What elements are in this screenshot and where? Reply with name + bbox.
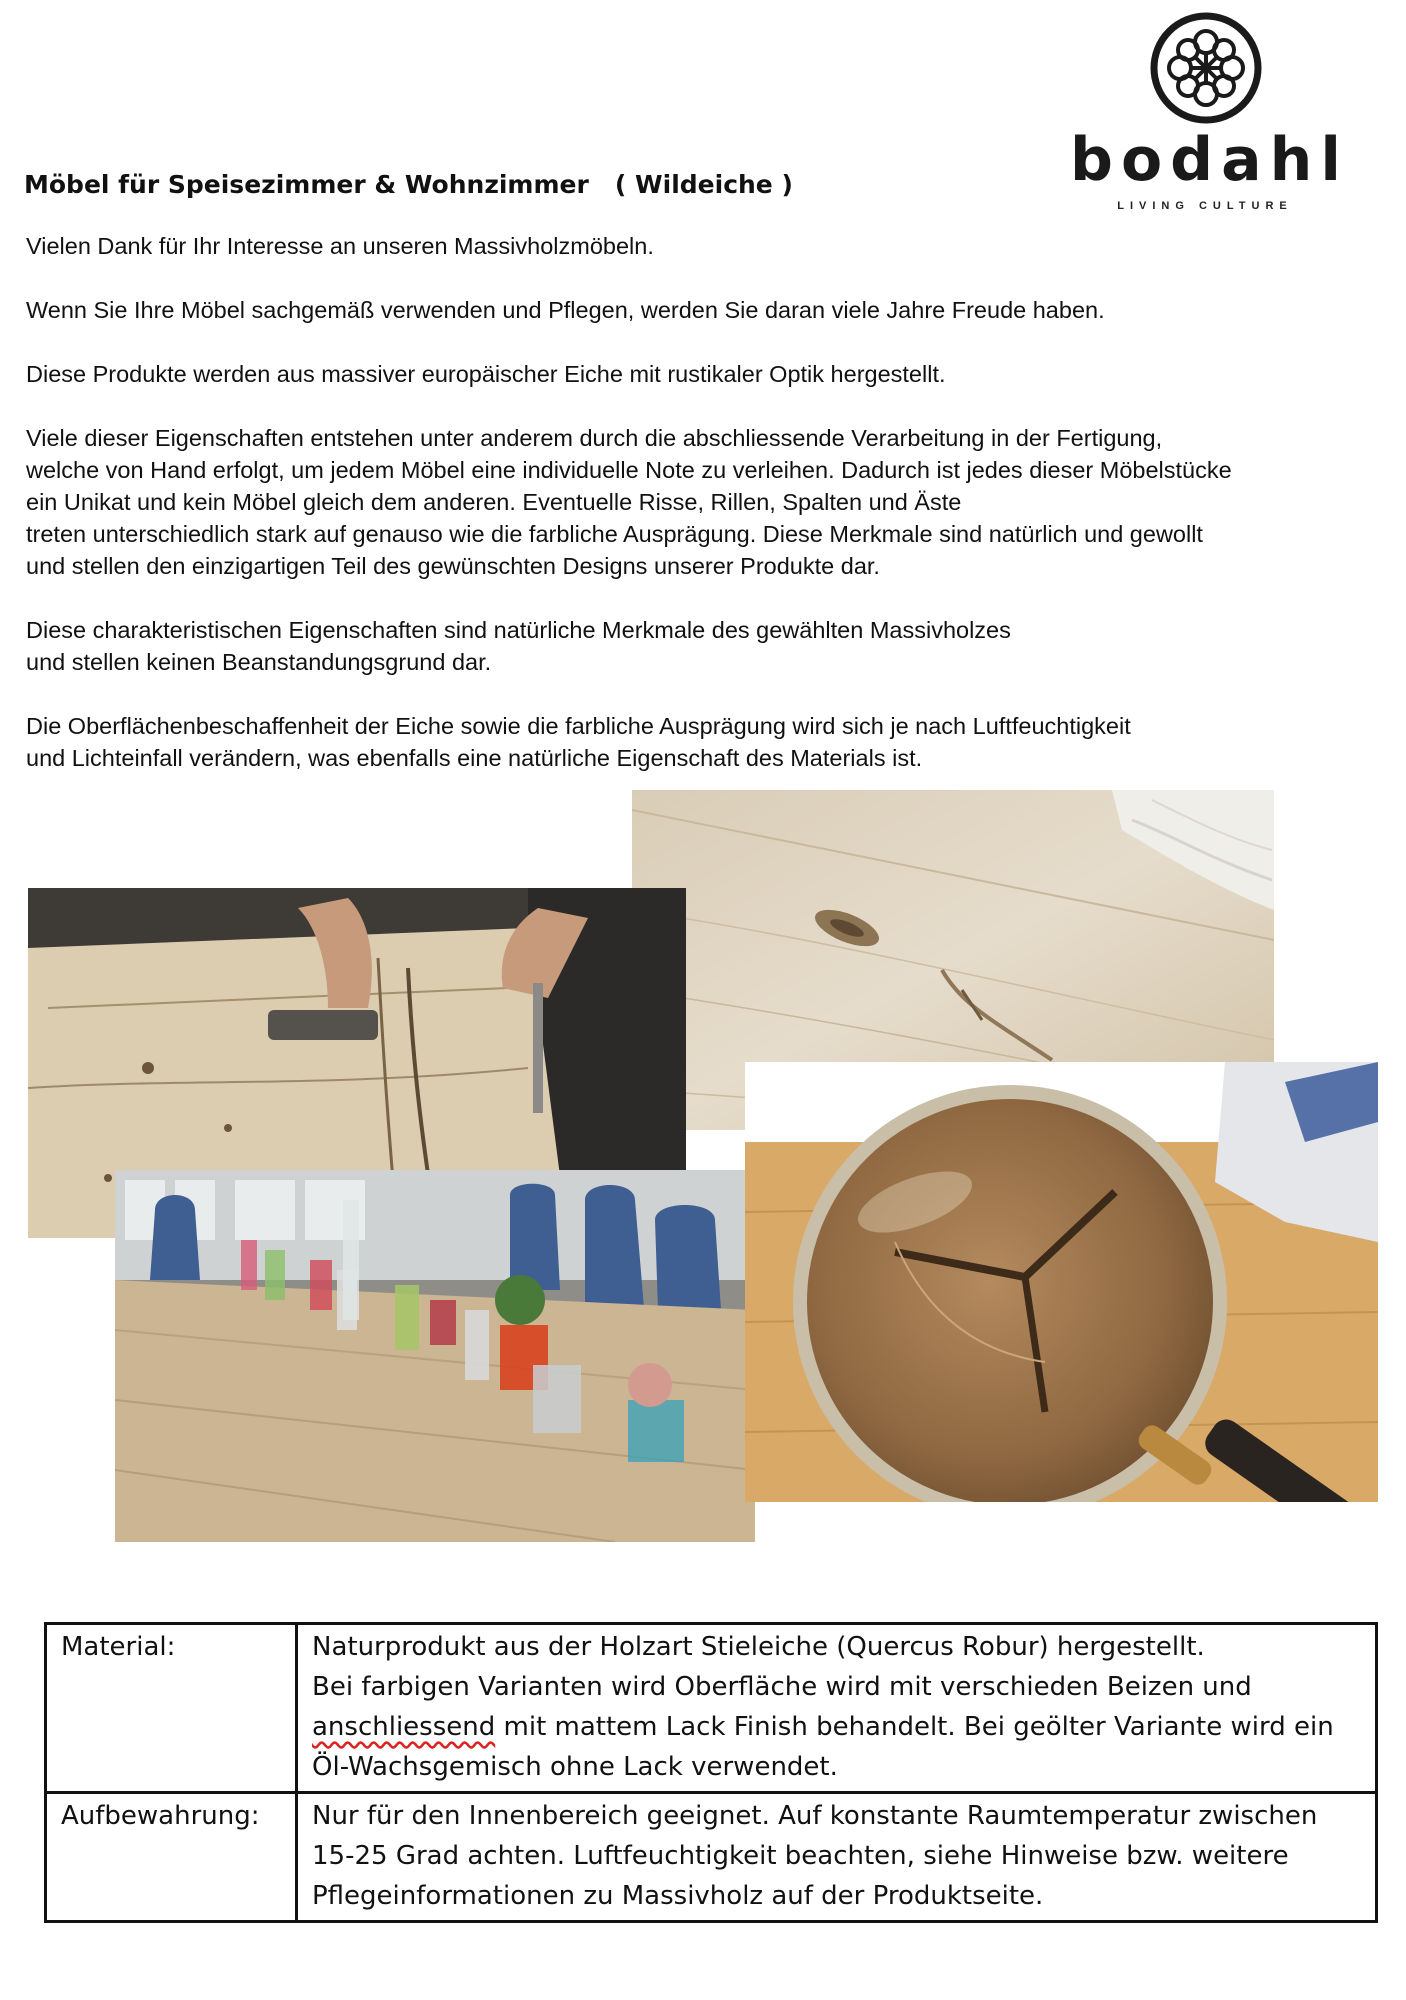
material-value (297, 1624, 1377, 1793)
paragraph: Viele dieser Eigenschaften entstehen unter anderem durch die abschliessende Verarbeitung in der Fertigung, welche von Hand erfolgt, um jedem Möbel eine individuelle Note zu verleihen. Dadurch ist jedes dieser Möbelstücke ein Unikat und kein Möbel gleich dem anderen. Eventuelle Risse, Rillen, Spalten und Äste treten unterschiedlich stark auf genauso wie die farbliche Ausprägung. Diese Merkmale sind natürlich und gewollt und stellen den einzigartigen Teil des gewünschten Designs unserer Produkte dar. (26, 425, 1232, 579)
paragraph: Diese Produkte werden aus massiver europäischer Eiche mit rustikaler Optik hergestellt. (26, 361, 946, 387)
brand-name: bodahl (1070, 125, 1349, 195)
photo-magnifying-glass (745, 1062, 1378, 1502)
storage-line: 15-25 Grad achten. Luftfeuchtigkeit beachten, siehe Hinweise bzw. weitere (312, 1841, 1289, 1871)
storage-line: Pflegeinformationen zu Massivholz auf der Produktseite. (312, 1881, 1044, 1911)
brand-logo (1070, 12, 1349, 212)
paragraph: Vielen Dank für Ihr Interesse an unseren Massivholzmöbeln. (26, 233, 654, 259)
photo-dining-table (115, 1170, 755, 1542)
table-row-storage (46, 1793, 1377, 1922)
table-row-material (46, 1624, 1377, 1793)
storage-label: Aufbewahrung: (46, 1793, 297, 1922)
flower-emblem-icon (1150, 12, 1262, 124)
spellcheck-word: anschliessend (312, 1712, 496, 1742)
intro-text (26, 230, 1326, 806)
paragraph: Wenn Sie Ihre Möbel sachgemäß verwenden und Pflegen, werden Sie daran viele Jahre Freude haben. (26, 297, 1105, 323)
material-label: Material: (46, 1624, 297, 1793)
material-line (312, 1707, 1361, 1747)
paragraph: Die Oberflächenbeschaffenheit der Eiche sowie die farbliche Ausprägung wird sich je nach Luftfeuchtigkeit und Lichteinfall verändern, was ebenfalls eine natürliche Eigenschaft des Materials ist. (26, 713, 1131, 771)
material-line: Bei farbigen Varianten wird Oberfläche wird mit verschieden Beizen und (312, 1672, 1252, 1702)
storage-value (297, 1793, 1377, 1922)
page-title: Möbel für Speisezimmer & Wohnzimmer ( Wildeiche ) (24, 170, 793, 199)
brand-tagline: LIVING CULTURE (1117, 200, 1293, 212)
material-line: Naturprodukt aus der Holzart Stieleiche (Quercus Robur) hergestellt. (312, 1632, 1205, 1662)
material-line: Öl-Wachsgemisch ohne Lack verwendet. (312, 1752, 838, 1782)
material-info-table (44, 1622, 1378, 1923)
storage-line: Nur für den Innenbereich geeignet. Auf konstante Raumtemperatur zwischen (312, 1801, 1318, 1831)
material-line-rest: mit mattem Lack Finish behandelt. Bei geölter Variante wird ein (495, 1712, 1334, 1742)
paragraph: Diese charakteristischen Eigenschaften sind natürliche Merkmale des gewählten Massivholzes und stellen keinen Beanstandungsgrund dar. (26, 617, 1011, 675)
